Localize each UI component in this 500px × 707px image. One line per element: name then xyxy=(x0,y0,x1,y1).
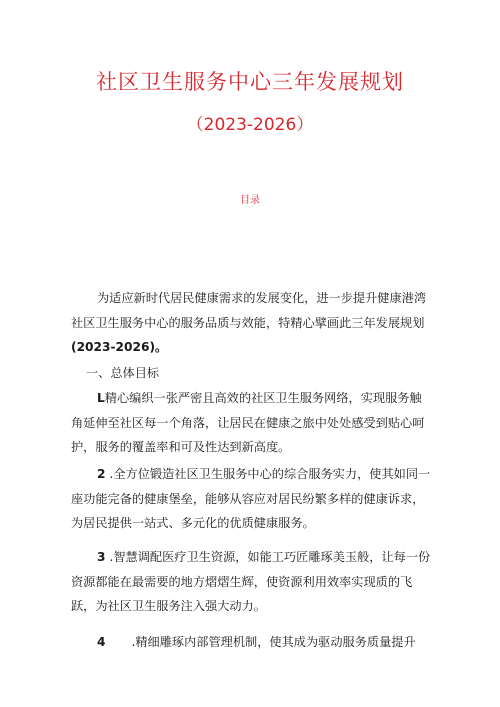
goal-text: 精心编织一张严密且高效的社区卫生服务网络，实现服务触角延伸至社区每一个角落，让居民在健康之旅中处处感受到贴心呵护，服务的覆盖率和可及性达到新高度。 xyxy=(71,391,425,454)
section-heading: 一、总体目标 xyxy=(86,366,160,380)
intro-years: (2023-2026)。 xyxy=(71,340,168,354)
toc-heading: 目录 xyxy=(240,195,260,206)
goal-item xyxy=(71,630,433,655)
goal-number: L xyxy=(97,391,105,405)
goal-item xyxy=(71,386,433,460)
goal-text: .智慧调配医疗卫生资源，如能工巧匠雕琢美玉般，让每一份资源都能在最需要的地方熠熠生辉，使资源利用效率实现质的飞跃，为社区卫生服务注入强大动力。 xyxy=(71,550,431,613)
goal-text: .精细雕琢内部管理机制，使其成为驱动服务质量提升 xyxy=(131,635,416,649)
goal-number: 4 xyxy=(97,635,106,649)
document-title: 社区卫生服务中心三年发展规划 xyxy=(96,70,404,94)
intro-text: 为适应新时代居民健康需求的发展变化，进一步提升健康港湾社区卫生服务中心的服务品质与效能，特精心擘画此三年发展规划 xyxy=(71,291,427,330)
goal-number: 3 xyxy=(97,550,106,564)
intro-paragraph xyxy=(71,286,433,360)
goal-item xyxy=(71,462,433,536)
goal-number: 2 xyxy=(97,467,106,481)
document-subtitle: （2023-2026） xyxy=(186,115,314,135)
goal-item xyxy=(71,545,433,619)
goal-text: .全方位锻造社区卫生服务中心的综合服务实力，使其如同一座功能完备的健康堡垒，能够从容应对居民纷繁多样的健康诉求，为居民提供一站式、多元化的优质健康服务。 xyxy=(71,467,431,530)
